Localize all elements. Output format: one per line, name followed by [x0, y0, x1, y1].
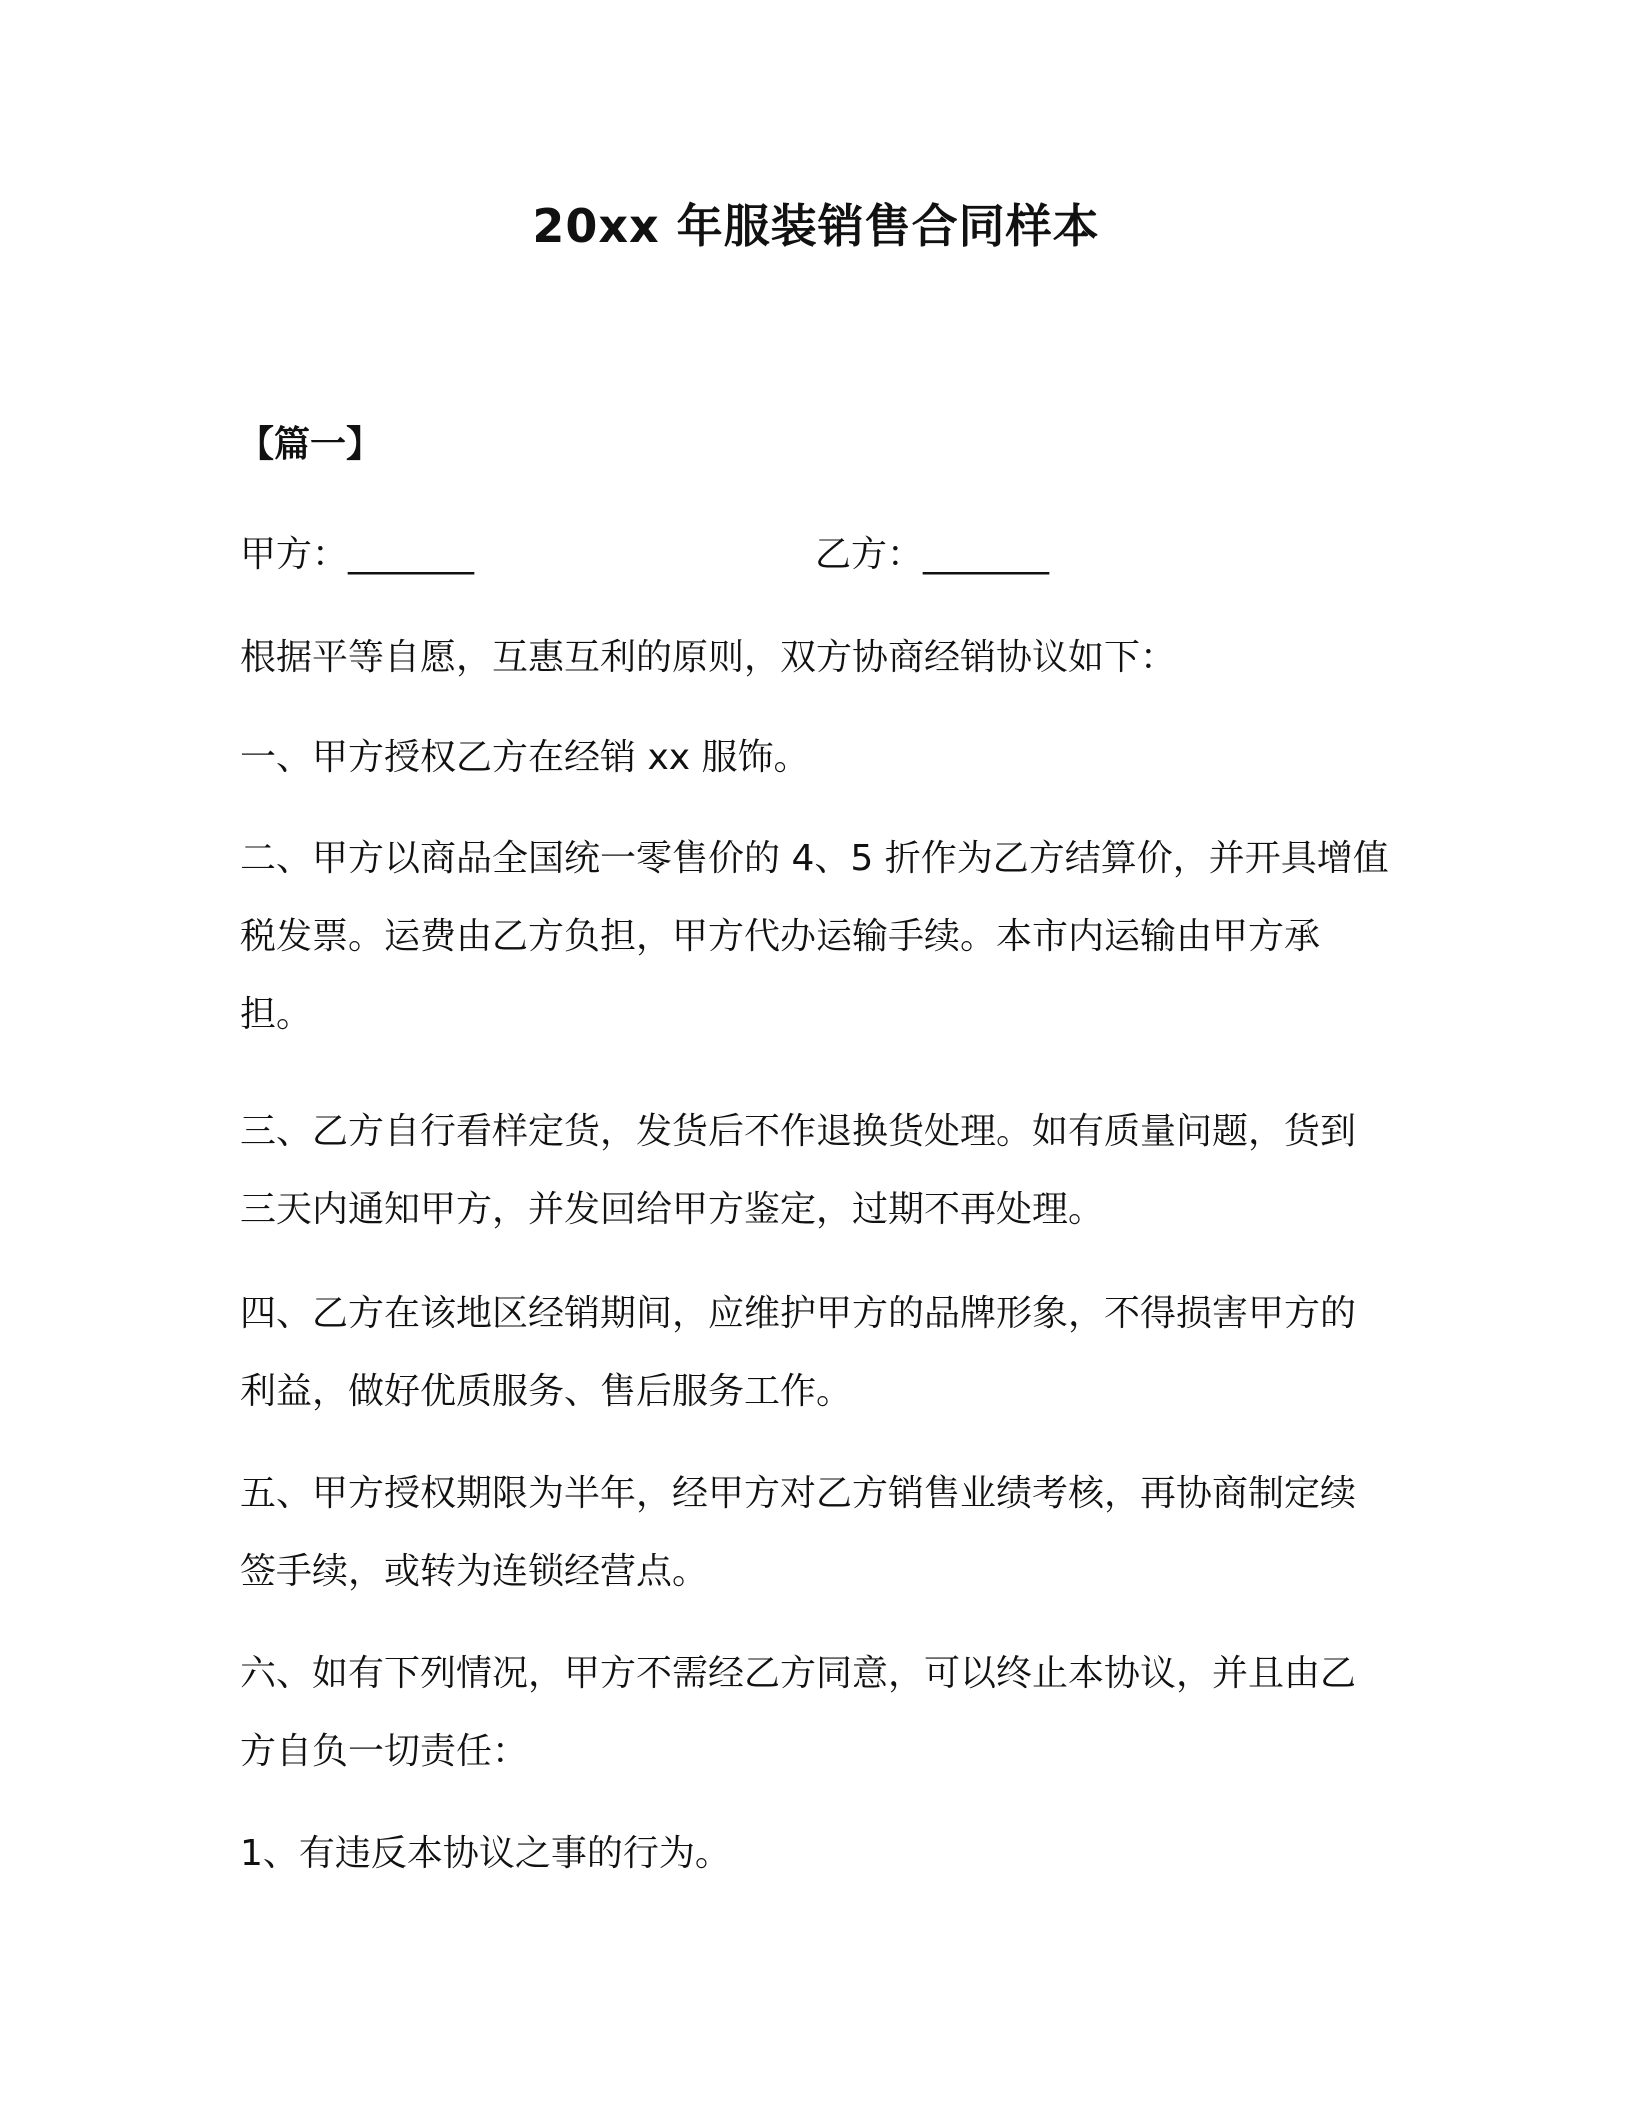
clause-1: 一、甲方授权乙方在经销 xx 服饰。	[240, 737, 810, 778]
intro-paragraph: 根据平等自愿，互惠互利的原则，双方协商经销协议如下：	[240, 637, 1177, 678]
party-b-line: 乙方：_______	[815, 534, 1050, 575]
section-label: 【篇一】	[238, 424, 383, 465]
clause-4: 四、乙方在该地区经销期间，应维护甲方的品牌形象，不得损害甲方的利益，做好优质服务、售后服务工作。	[240, 1293, 1357, 1412]
clause-6-item-1: 1、有违反本协议之事的行为。	[240, 1833, 731, 1874]
clause-5: 五、甲方授权期限为半年，经甲方对乙方销售业绩考核，再协商制定续签手续，或转为连锁经营点。	[240, 1473, 1357, 1592]
clause-2: 二、甲方以商品全国统一零售价的 4、5 折作为乙方结算价，并开具增值税发票。运费由乙方负担，甲方代办运输手续。本市内运输由甲方承担。	[240, 838, 1389, 1035]
party-a-line: 甲方：_______	[240, 534, 475, 575]
clause-3: 三、乙方自行看样定货，发货后不作退换货处理。如有质量问题，货到三天内通知甲方，并发回给甲方鉴定，过期不再处理。	[240, 1111, 1357, 1230]
clause-6: 六、如有下列情况，甲方不需经乙方同意，可以终止本协议，并且由乙方自负一切责任：	[240, 1653, 1357, 1772]
document-title: 20xx 年服装销售合同样本	[532, 199, 1100, 253]
